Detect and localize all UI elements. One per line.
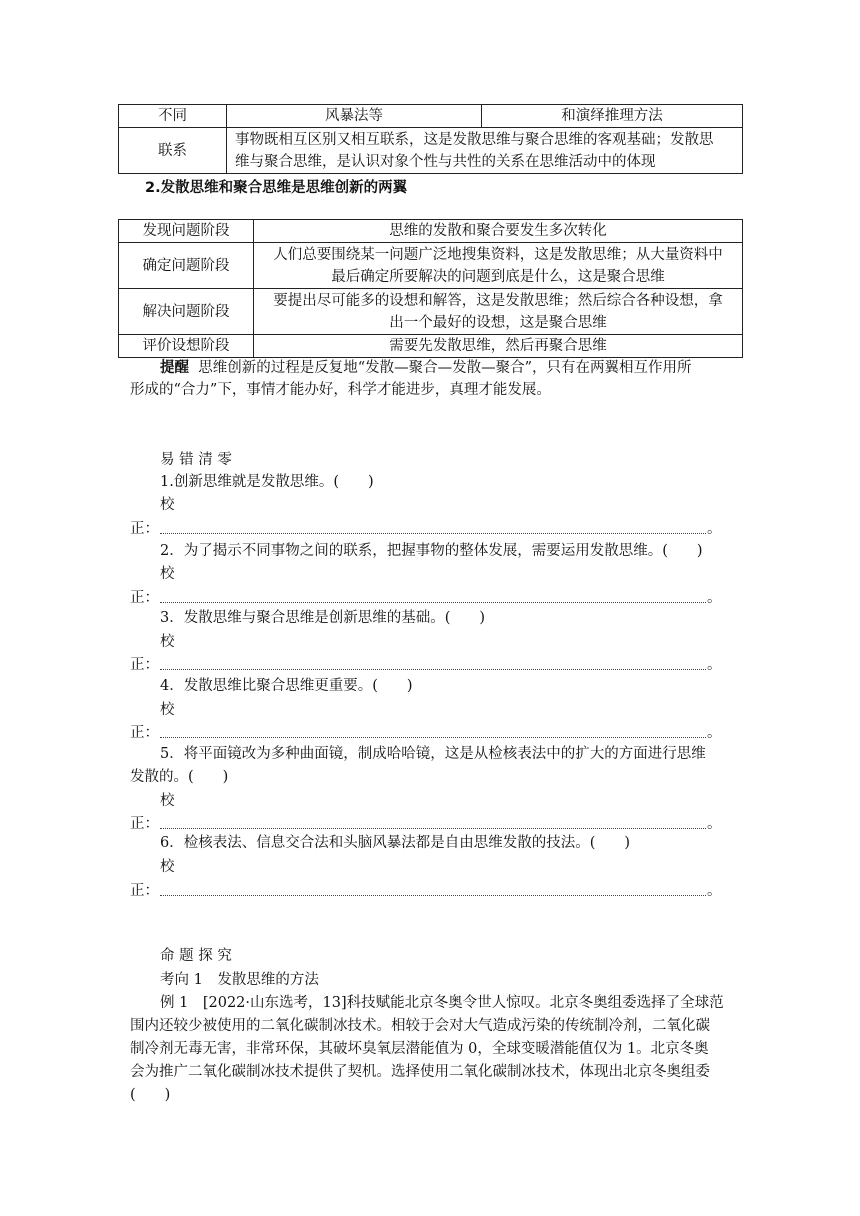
stage-desc	[254, 289, 743, 335]
question: 1.创新思维就是发散思维。( )	[160, 474, 374, 490]
errors-title: 易 错 清 零	[160, 452, 232, 468]
line-end: 。	[707, 590, 722, 606]
stage-name: 评价设想阶段	[119, 335, 254, 358]
correction-label: 校	[160, 566, 175, 582]
tip-text: 形成的“合力”下，事情才能办好，科学才能进步，真理才能发展。	[130, 382, 551, 398]
section-heading: 2.发散思维和聚合思维是思维创新的两翼	[145, 180, 408, 196]
stage-desc	[254, 243, 743, 289]
line-end: 。	[707, 816, 722, 832]
line-end: 。	[707, 657, 722, 673]
tip-paragraph	[160, 357, 692, 379]
stage-desc	[254, 335, 743, 358]
table1-cell: 不同	[119, 105, 227, 128]
stage-desc-line: 出一个最好的设想，这是聚合思维	[389, 314, 607, 331]
correction-label: 正：	[130, 521, 159, 537]
stage-desc-line: 人们总要围绕某一问题广泛地搜集资料，这是发散思维；从大量资料中	[273, 246, 723, 263]
correction-label: 校	[160, 702, 175, 718]
answer-line[interactable]	[160, 895, 706, 896]
answer-line[interactable]	[160, 737, 706, 738]
answer-line[interactable]	[160, 828, 706, 829]
stage-desc-line: 需要先发散思维，然后再聚合思维	[389, 338, 607, 354]
comparison-table	[118, 104, 743, 174]
tip-text: 思维创新的过程是反复地“发散—聚合—发散—聚合”，只有在两翼相互作用所	[198, 360, 692, 376]
stage-name: 解决问题阶段	[119, 289, 254, 335]
line-end: 。	[707, 883, 722, 899]
question: 3．发散思维与聚合思维是创新思维的基础。( )	[160, 610, 486, 626]
question: 6．检核表法、信息交合法和头脑风暴法都是自由思维发散的技法。( )	[160, 835, 631, 851]
section-title: 命 题 探 究	[160, 948, 232, 964]
example-answer-blank: ( )	[130, 1087, 171, 1103]
table1-text-line: 维与聚合思维，是认识对象个性与共性的关系在思维活动中的体现	[235, 153, 656, 170]
table1-text-line: 事物既相互区别又相互联系，这是发散思维与聚合思维的客观基础；发散思	[235, 131, 714, 148]
question: 4．发散思维比聚合思维更重要。( )	[160, 678, 413, 694]
answer-line[interactable]	[160, 533, 706, 534]
correction-label: 正：	[130, 883, 159, 899]
tip-label: 提醒	[160, 360, 189, 376]
correction-label: 校	[160, 793, 175, 809]
question: 2．为了揭示不同事物之间的联系，把握事物的整体发展，需要运用发散思维。( )	[160, 543, 703, 559]
stage-name: 确定问题阶段	[119, 243, 254, 289]
example-text: 制冷剂无毒无害，非常环保，其破坏臭氧层潜能值为 0，全球变暖潜能值仅为 1。北京冬奥	[130, 1041, 709, 1057]
example-text: 例 1 [2022·山东选考，13]科技赋能北京冬奥令世人惊叹。北京冬奥组委选择了全球范	[160, 995, 724, 1011]
answer-line[interactable]	[160, 669, 706, 670]
line-end: 。	[707, 521, 722, 537]
direction-heading: 考向 1 发散思维的方法	[160, 972, 319, 988]
stage-desc-line: 要提出尽可能多的设想和解答，这是发散思维；然后综合各种设想，拿	[273, 292, 723, 309]
table1-cell: 和演绎推理方法	[482, 105, 743, 128]
stage-desc-line: 最后确定所要解决的问题到底是什么，这是聚合思维	[331, 268, 665, 285]
example-text: 围内还较少被使用的二氧化碳制冰技术。相较于会对大气造成污染的传统制冷剂，二氧化碳	[130, 1018, 710, 1034]
stage-desc	[254, 220, 743, 243]
correction-label: 校	[160, 497, 175, 513]
example-text: 会为推广二氧化碳制冰技术提供了契机。选择使用二氧化碳制冰技术，体现出北京冬奥组委	[130, 1064, 710, 1080]
correction-label: 校	[160, 859, 175, 875]
line-end: 。	[707, 725, 722, 741]
question: 5．将平面镜改为多种曲面镜，制成哈哈镜，这是从检核表法中的扩大的方面进行思维	[160, 746, 706, 762]
table1-cell: 风暴法等	[227, 105, 482, 128]
correction-label: 正：	[130, 657, 159, 673]
table1-cell: 联系	[119, 128, 227, 174]
correction-label: 正：	[130, 816, 159, 832]
stage-name: 发现问题阶段	[119, 220, 254, 243]
stage-desc-line: 思维的发散和聚合要发生多次转化	[389, 223, 607, 239]
table1-cell	[227, 128, 743, 174]
correction-label: 正：	[130, 590, 159, 606]
correction-label: 校	[160, 634, 175, 650]
stages-table	[118, 219, 743, 358]
question-continued: 发散的。( )	[130, 769, 229, 785]
correction-label: 正：	[130, 725, 159, 741]
answer-line[interactable]	[160, 602, 706, 603]
